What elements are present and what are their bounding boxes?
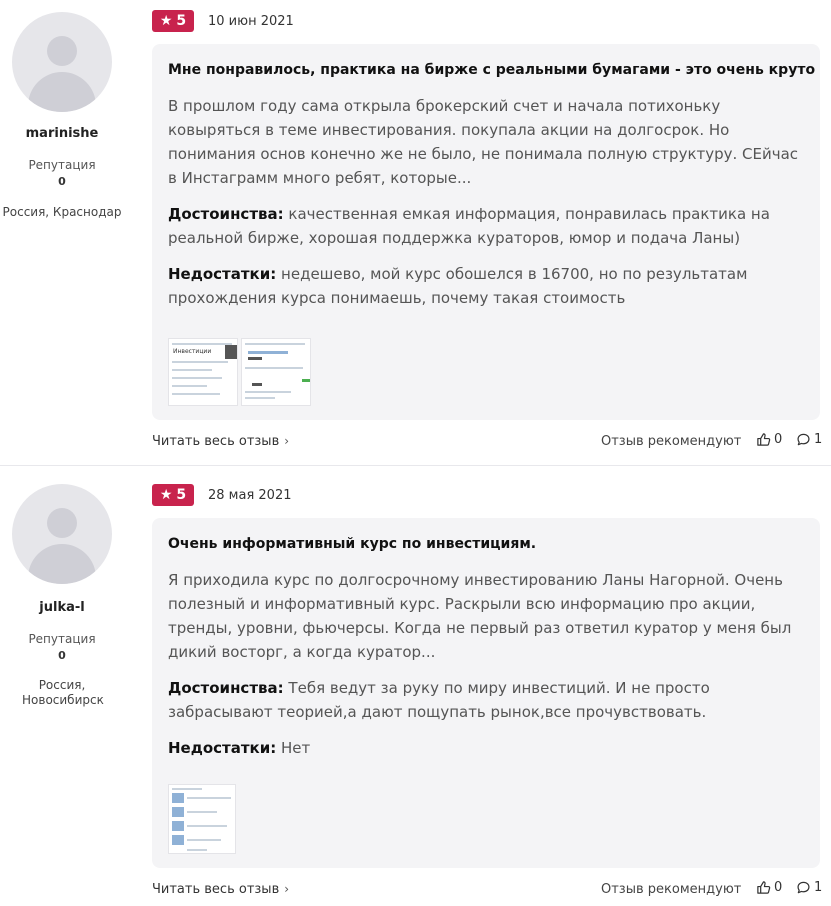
- like-button[interactable]: [756, 880, 782, 895]
- review-card: [0, 466, 831, 906]
- star-icon: ★: [159, 487, 173, 503]
- thumb-caption: Инвестиции: [173, 348, 212, 355]
- review-text: Я приходила курс по долгосрочному инвестированию Ланы Нагорной. Очень полезный и информативный курс. Раскрыли всю информацию про акции, тренды, уровни, фьючерсы. Когда не первый раз ответил куратор у меня был дикий восторг, а когда куратор...: [168, 571, 792, 661]
- read-all-link[interactable]: [152, 882, 289, 897]
- like-button[interactable]: [756, 432, 782, 447]
- avatar-head: [47, 508, 77, 538]
- cons-text: недешево, мой курс обошелся в 16700, но по результатам прохождения курса понимаешь, почему такая стоимость: [168, 265, 748, 307]
- review-footer: [152, 880, 822, 900]
- comment-button[interactable]: [796, 432, 822, 447]
- review-cons: [168, 736, 804, 760]
- comment-count: 1: [814, 432, 823, 447]
- thumbs-up-icon: [756, 880, 771, 895]
- rating-badge: [152, 484, 194, 506]
- review-photo[interactable]: [168, 784, 236, 854]
- read-all-label: Читать весь отзыв: [152, 882, 280, 897]
- review-photo[interactable]: [168, 338, 238, 406]
- review-photos: [168, 338, 311, 406]
- author-username[interactable]: marinishe: [25, 126, 99, 141]
- read-all-link[interactable]: [152, 434, 289, 449]
- comment-count: 1: [814, 880, 823, 895]
- review-body: [152, 44, 820, 420]
- pros-text: Тебя ведут за руку по миру инвестиций. И не просто забрасывают теорией,а дают пощупать рынок,все прочувствовать.: [168, 679, 710, 721]
- pros-label: Достоинства:: [168, 679, 284, 697]
- review-photo[interactable]: [241, 338, 311, 406]
- review-text: В прошлом году сама открыла брокерский счет и начала потихоньку ковыряться в теме инвестирования. покупала акции на долгосрок. Но понимания основ конечно же не было, не понимала полную структуру. СЕйчас в Инстаграмм много ребят, которые...: [168, 97, 799, 187]
- review-pros: [168, 202, 804, 250]
- pros-text: качественная емкая информация, понравилась практика на реальной бирже, хорошая поддержка кураторов, юмор и подача Ланы): [168, 205, 770, 247]
- recommend-label: Отзыв рекомендуют: [601, 882, 742, 897]
- like-count: 0: [774, 432, 783, 447]
- review-date: 28 мая 2021: [208, 488, 292, 503]
- rating-value: 5: [176, 13, 187, 29]
- avatar-head: [47, 36, 77, 66]
- reputation-label: Репутация: [28, 158, 96, 172]
- avatar[interactable]: [12, 484, 112, 584]
- review-date: 10 июн 2021: [208, 14, 294, 29]
- chevron-right-icon: ›: [284, 882, 290, 896]
- review-footer: [152, 432, 822, 452]
- comment-icon: [796, 880, 811, 895]
- comment-icon: [796, 432, 811, 447]
- review-pros: [168, 676, 804, 724]
- author-location: Россия, Краснодар: [2, 205, 122, 219]
- recommend-label: Отзыв рекомендуют: [601, 434, 742, 449]
- review-body: [152, 518, 820, 868]
- review-photos: [168, 784, 236, 854]
- pros-label: Достоинства:: [168, 205, 284, 223]
- review-title[interactable]: Мне понравилось, практика на бирже с реальными бумагами - это очень круто: [168, 62, 816, 78]
- star-icon: ★: [159, 13, 173, 29]
- chevron-right-icon: ›: [284, 434, 290, 448]
- avatar-body: [28, 72, 96, 112]
- review-title[interactable]: Очень информативный курс по инвестициям.: [168, 536, 537, 552]
- avatar[interactable]: [12, 12, 112, 112]
- cons-label: Недостатки:: [168, 265, 277, 283]
- like-count: 0: [774, 880, 783, 895]
- reputation-label: Репутация: [28, 632, 96, 646]
- comment-button[interactable]: [796, 880, 822, 895]
- reputation-value: 0: [58, 175, 66, 188]
- review-cons: [168, 262, 804, 310]
- reputation-value: 0: [58, 649, 66, 662]
- author-location: Россия, Новосибирск: [22, 678, 104, 707]
- thumbs-up-icon: [756, 432, 771, 447]
- read-all-label: Читать весь отзыв: [152, 434, 280, 449]
- avatar-body: [28, 544, 96, 584]
- author-username[interactable]: julka-l: [39, 600, 85, 615]
- cons-text: Нет: [281, 739, 311, 757]
- rating-value: 5: [176, 487, 187, 503]
- rating-badge: [152, 10, 194, 32]
- cons-label: Недостатки:: [168, 739, 277, 757]
